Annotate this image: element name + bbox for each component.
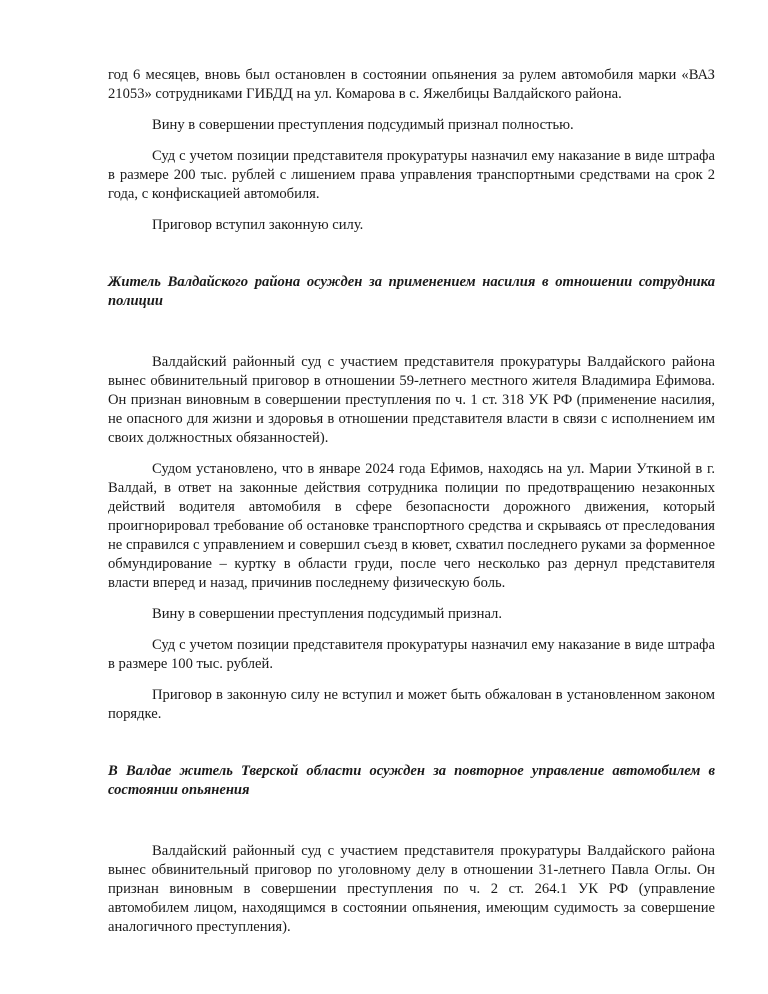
section-heading: В Валдае житель Тверской области осужден за повторное управление автомобилем в состоянии опьянения <box>108 763 715 798</box>
paragraph: Вину в совершении преступления подсудимый признал полностью. <box>152 117 574 133</box>
paragraph: Приговор вступил законную силу. <box>152 217 364 233</box>
paragraph: Судом установлено, что в январе 2024 года Ефимов, находясь на ул. Марии Уткиной в г. Валдай, в ответ на законные действия сотрудника полиции по предотвращению незаконных действий водителя автомобиля в сфере безопасности дорожного движения, который проигнорировал требование об остановке транспортного средства и скрываясь от преследования не справился с управлением и совершил съезд в кювет, схватил последнего руками за форменное обмундирование – куртку в области груди, после чего несколько раз дернул представителя власти вперед и назад, причинив последнему физическую боль. <box>108 461 715 591</box>
section-heading: Житель Валдайского района осужден за применением насилия в отношении сотрудника полиции <box>108 274 715 309</box>
document-body <box>108 66 715 949</box>
paragraph: Приговор в законную силу не вступил и может быть обжалован в установленном законом порядке. <box>108 687 715 722</box>
paragraph: год 6 месяцев, вновь был остановлен в состоянии опьянения за рулем автомобиля марки «ВАЗ 21053» сотрудниками ГИБДД на ул. Комарова в с. Яжелбицы Валдайского района. <box>108 67 715 102</box>
paragraph: Валдайский районный суд с участием представителя прокуратуры Валдайского района вынес обвинительный приговор по уголовному делу в отношении 31-летнего Павла Оглы. Он признан виновным в совершении преступления по ч. 2 ст. 264.1 УК РФ (управление автомобилем лицом, находящимся в состоянии опьянения, имеющим судимость за совершение аналогичного преступления). <box>108 843 715 935</box>
paragraph: Суд с учетом позиции представителя прокуратуры назначил ему наказание в виде штрафа в размере 200 тыс. рублей с лишением права управления транспортными средствами на срок 2 года, с конфискацией автомобиля. <box>108 148 715 202</box>
paragraph: Валдайский районный суд с участием представителя прокуратуры Валдайского района вынес обвинительный приговор в отношении 59-летнего местного жителя Владимира Ефимова. Он признан виновным в совершении преступления по ч. 1 ст. 318 УК РФ (применение насилия, не опасного для жизни и здоровья в отношении представителя власти в связи с исполнением им своих должностных обязанностей). <box>108 354 715 446</box>
paragraph: Суд с учетом позиции представителя прокуратуры назначил ему наказание в виде штрафа в размере 100 тыс. рублей. <box>108 637 715 672</box>
paragraph: Вину в совершении преступления подсудимый признал. <box>152 606 502 622</box>
